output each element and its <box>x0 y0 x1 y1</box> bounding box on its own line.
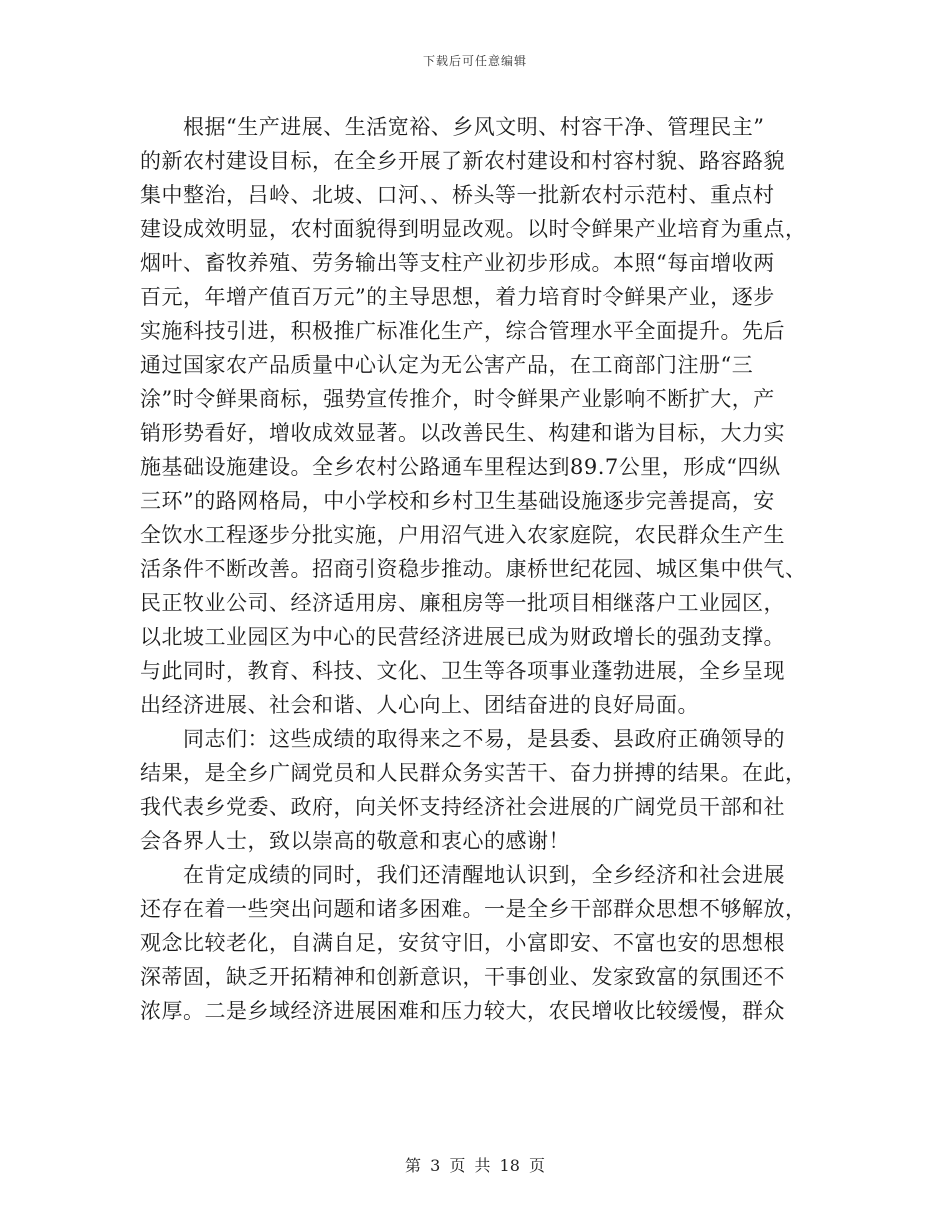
document-body <box>140 110 810 1028</box>
text-line: 我代表乡党委、政府，向关怀支持经济社会进展的广阔党员干部和社 <box>140 795 785 819</box>
text-line: 出经济进展、社会和谐、人心向上、团结奋进的良好局面。 <box>140 693 699 717</box>
text-line: 施基础设施建设。全乡农村公路通车里程达到89.7公里，形成“四纵 <box>140 455 781 479</box>
paragraph-1 <box>140 110 810 722</box>
text-line: 观念比较老化，自满自足，安贫守旧，小富即安、不富也安的思想根 <box>140 931 785 955</box>
text-line: 同志们：这些成绩的取得来之不易，是县委、县政府正确领导的 <box>140 727 785 751</box>
text-line: 以北坡工业园区为中心的民营经济进展已成为财政增长的强劲支撑。 <box>140 625 785 649</box>
text-line: 根据“生产进展、生活宽裕、乡风文明、村容干净、管理民主” <box>140 115 765 139</box>
text-line: 建设成效明显，农村面貌得到明显改观。以时令鲜果产业培育为重点， <box>140 217 807 241</box>
text-line: 集中整治，吕岭、北坡、口河、、桥头等一批新农村示范村、重点村 <box>140 183 775 207</box>
text-line: 深蒂固，缺乏开拓精神和创新意识，干事创业、发家致富的氛围还不 <box>140 965 785 989</box>
text-line: 通过国家农产品质量中心认定为无公害产品，在工商部门注册“三 <box>140 353 754 377</box>
text-line: 涂”时令鲜果商标，强势宣传推介，时令鲜果产业影响不断扩大，产 <box>140 387 775 411</box>
text-line: 全饮水工程逐步分批实施，户用沼气进入农家庭院，农民群众生产生 <box>140 523 785 547</box>
page-footer: 第 3 页 共 18 页 <box>405 1156 545 1175</box>
text-line: 烟叶、畜牧养殖、劳务输出等支柱产业初步形成。本照“每亩增收两 <box>140 251 775 275</box>
text-line: 销形势看好，增收成效显著。以改善民生、构建和谐为目标，大力实 <box>140 421 785 445</box>
text-line: 三环”的路网格局，中小学校和乡村卫生基础设施逐步完善提高，安 <box>140 489 775 513</box>
text-line: 民正牧业公司、经济适用房、廉租房等一批项目相继落户工业园区， <box>140 591 785 615</box>
text-line: 在肯定成绩的同时，我们还清醒地认识到，全乡经济和社会进展 <box>140 863 785 887</box>
paragraph-2 <box>140 722 810 858</box>
text-line: 实施科技引进，积极推广标准化生产，综合管理水平全面提升。先后 <box>140 319 785 343</box>
text-line: 结果，是全乡广阔党员和人民群众务实苦干、奋力拼搏的结果。在此， <box>140 761 807 785</box>
text-line: 会各界人士，致以崇高的敬意和衷心的感谢！ <box>140 829 570 853</box>
text-line: 活条件不断改善。招商引资稳步推动。康桥世纪花园、城区集中供气、 <box>140 557 807 581</box>
text-line: 的新农村建设目标，在全乡开展了新农村建设和村容村貌、路容路貌 <box>140 149 785 173</box>
text-line: 还存在着一些突出问题和诸多困难。一是全乡干部群众思想不够解放， <box>140 897 807 921</box>
text-line: 浓厚。二是乡域经济进展困难和压力较大，农民增收比较缓慢，群众 <box>140 999 785 1023</box>
text-line: 与此同时，教育、科技、文化、卫生等各项事业蓬勃进展，全乡呈现 <box>140 659 785 683</box>
page-header: 下载后可任意编辑 <box>422 54 527 68</box>
text-line: 百元，年增产值百万元”的主导思想，着力培育时令鲜果产业，逐步 <box>140 285 775 309</box>
paragraph-3 <box>140 858 810 1028</box>
